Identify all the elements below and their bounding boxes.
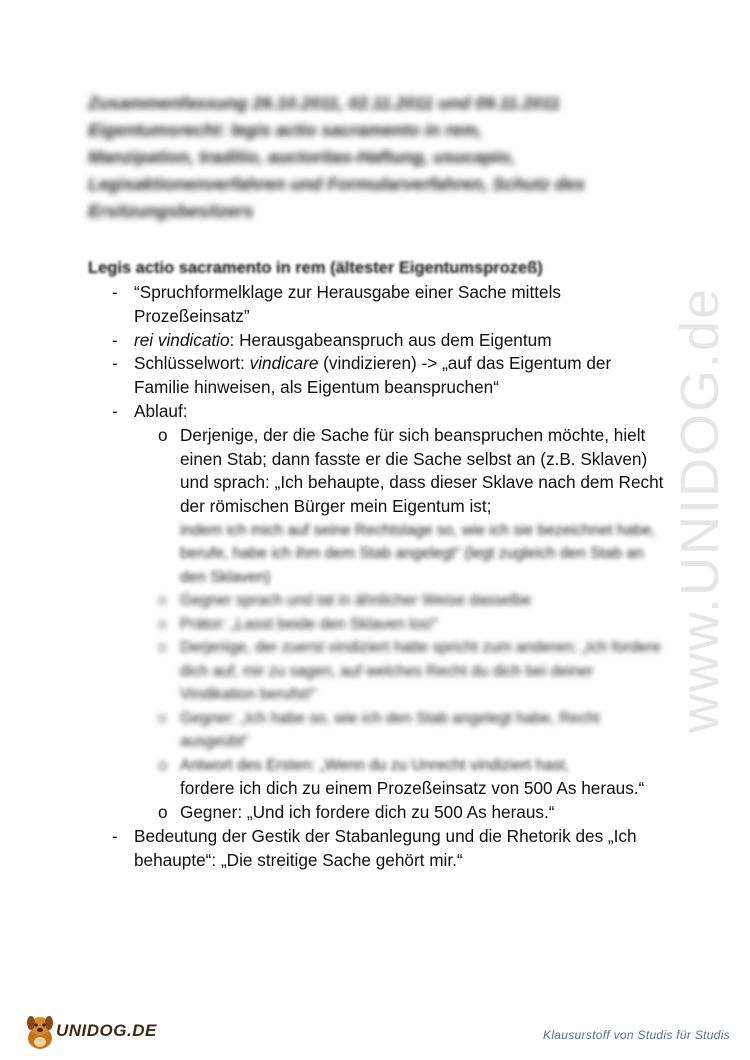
circle-bullet-icon: o <box>158 802 168 823</box>
sub-list-item <box>88 424 668 590</box>
circle-bullet-icon: o <box>158 754 168 775</box>
sub-list-item <box>88 589 668 613</box>
section-title <box>88 257 608 279</box>
list-item-emphasis: rei vindicatio <box>134 329 230 350</box>
circle-bullet-icon: o <box>158 615 167 633</box>
sub-list <box>88 424 668 825</box>
list-item-text: “Spruchformelklage zur Herausgabe einer Sache mittels Prozeßeinsatz” <box>134 282 562 326</box>
sub-item-text: Gegner: „Und ich fordere dich zu 500 As heraus.“ <box>180 802 555 823</box>
dog-logo-icon <box>22 1012 58 1052</box>
circle-bullet-icon: o <box>158 592 167 610</box>
sub-list-item <box>88 636 668 707</box>
list-item <box>88 329 668 353</box>
list-item-text: Ablauf: <box>134 400 188 421</box>
watermark <box>640 270 750 750</box>
dash-bullet-icon: - <box>112 826 118 847</box>
header-line: Zusammenfassung 26.10.2011, 02.11.2011 und 09.11.2011 <box>88 93 561 113</box>
main-content <box>88 281 668 873</box>
summary-header <box>88 90 668 225</box>
header-line: Manzipation, traditio, auctoritas-Haftung, usucapio, <box>88 147 515 167</box>
list-item <box>88 825 668 873</box>
footer-logo <box>22 1012 172 1054</box>
sub-item-text: Gegner: „Ich habe so, wie ich den Stab angelegt habe, Recht ausgeübt“ <box>180 709 600 751</box>
list-item <box>88 281 668 329</box>
sub-list-item <box>88 613 668 637</box>
section-title-text: Legis actio sacramento in rem (ältester Eigentumsprozeß) <box>88 259 543 277</box>
header-line: Ersitzungsbesitzers <box>88 201 254 221</box>
header-line: Legisaktionenverfahren und Formularverfahren, Schutz des <box>88 174 585 194</box>
circle-bullet-icon: o <box>158 639 167 657</box>
sub-item-text: Derjenige, der zuerst vindiziert hatte spricht zum anderen: „Ich fordere dich auf, mir zu sagen, auf welches Recht du dich bei deiner Vindikation berufst!“ <box>180 639 661 704</box>
circle-bullet-icon: o <box>158 709 167 727</box>
dash-bullet-icon: - <box>112 353 118 374</box>
footer-tagline: Klausurstoff von Studis für Studis <box>543 1028 730 1042</box>
list-item-emphasis: vindicare <box>249 353 319 374</box>
list-item <box>88 352 668 400</box>
list-item-text: Schlüsselwort: <box>134 353 250 374</box>
sub-list-item <box>88 707 668 754</box>
sub-list-item <box>88 754 668 801</box>
list-item-text: Bedeutung der Gestik der Stabanlegung und die Rhetorik des „Ich behaupte“: „Die streitige Sache gehört mir.“ <box>134 826 637 870</box>
list-item-text: : Herausgabeanspruch aus dem Eigentum <box>229 329 552 350</box>
list-item-text: (vindizieren) -> „auf das Eigentum der Familie hinweisen, als Eigentum beanspruchen“ <box>134 353 612 398</box>
dash-bullet-icon: - <box>112 282 118 302</box>
sub-list-item <box>88 801 668 825</box>
sub-item-text-blurred: Antwort des Ersten: „Wenn du zu Unrecht vindiziert hast, <box>180 756 570 774</box>
sub-item-text: Prätor: „Lasst beide den Sklaven los!“ <box>180 615 439 633</box>
header-line: Eigentumsrecht: legis actio sacramento in rem, <box>88 120 482 140</box>
sub-item-text: Gegner sprach und tat in ähnlicher Weise dasselbe <box>180 592 532 610</box>
watermark-text: www.UNIDOG.de <box>670 286 730 734</box>
list-item <box>88 400 668 424</box>
sub-item-text-blurred: indem ich mich auf seine Rechtslage so, wie ich sie bezeichnet habe, berufe, habe ich ihm dem Stab angelegt“ (legt zugleich den Stab an den Sklaven) <box>180 521 656 586</box>
dash-bullet-icon: - <box>112 400 118 421</box>
logo-text: UNIDOG.DE <box>56 1021 157 1040</box>
circle-bullet-icon: o <box>158 424 168 445</box>
dash-bullet-icon: - <box>112 329 118 350</box>
sub-item-text: fordere ich dich zu einem Prozeßeinsatz von 500 As heraus.“ <box>180 778 645 799</box>
sub-item-text: Derjenige, der die Sache für sich beanspruchen möchte, hielt einen Stab; dann fasste er die Sache selbst an (z.B. Sklaven) und sprach: „Ich behaupte, dass dieser Sklave nach dem Recht der römischen Bürger mein Eigentum ist; <box>180 424 664 517</box>
